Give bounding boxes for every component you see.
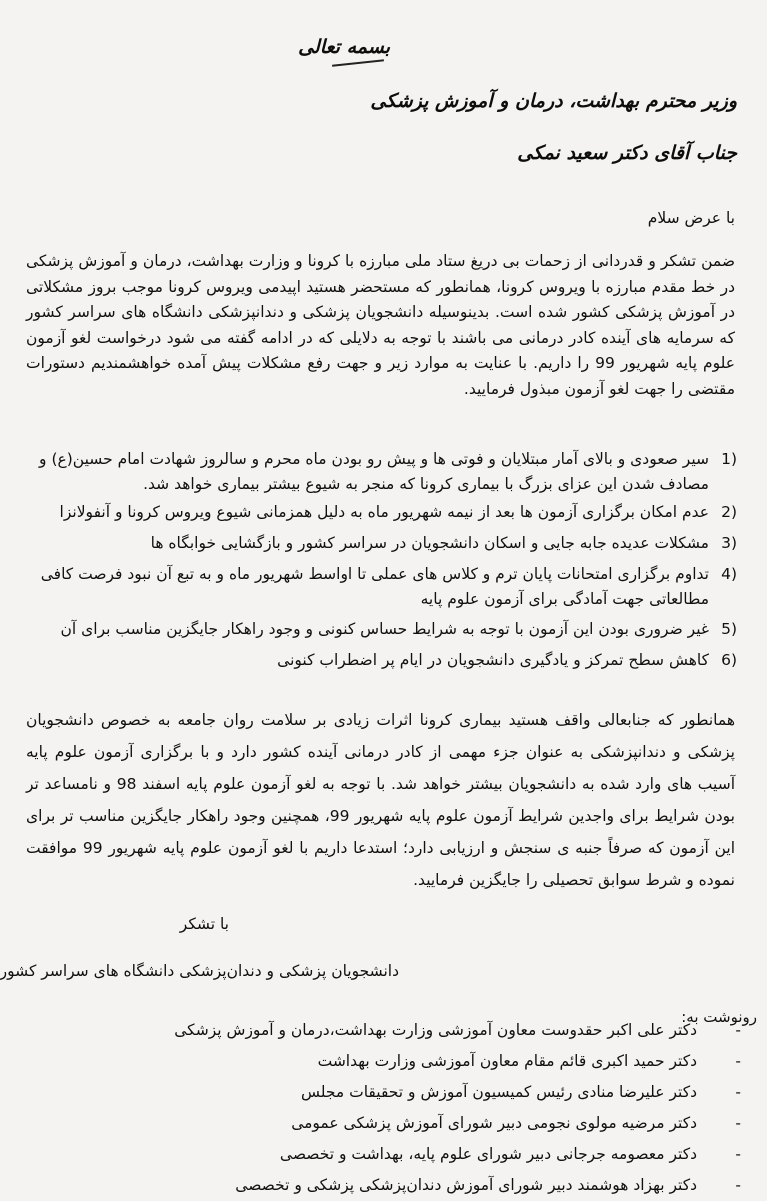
dash-bullet: - bbox=[735, 1083, 741, 1101]
dash-bullet: - bbox=[735, 1114, 741, 1132]
addressee-name: جناب آقای دکتر سعید نمکی bbox=[517, 142, 737, 164]
reason-number: 3) bbox=[721, 534, 737, 552]
bismillah-underline bbox=[332, 59, 384, 66]
dash-bullet: - bbox=[735, 1176, 741, 1194]
cc-recipient-text: دکتر مرضیه مولوی نجومی دبیر شورای آموزش پزشکی عمومی bbox=[291, 1114, 697, 1132]
cc-recipient bbox=[0, 1077, 741, 1108]
reason-number: 6) bbox=[721, 651, 737, 669]
reason-item bbox=[22, 531, 743, 556]
reason-number: 4) bbox=[721, 565, 737, 583]
cc-recipient-text: دکتر بهزاد هوشمند دبیر شورای آموزش دندان‌پزشکی پزشکی و تخصصی bbox=[235, 1176, 697, 1194]
bismillah-heading: بسمه تعالی bbox=[298, 36, 390, 58]
reason-item bbox=[22, 617, 743, 642]
reason-text: غیر ضروری بودن این آزمون با توجه به شرایط حساس کنونی و وجود راهکار جایگزین مناسب برای آن bbox=[60, 620, 709, 638]
closing-paragraph: همانطور که جنابعالی واقف هستید بیماری کرونا اثرات زیادی بر سلامت روان جامعه به خصوص دانشجویان پزشکی و دندانپزشکی به عنوان جزء مهمی از کادر درمانی آینده کشور دارد و با برگزاری آزمون علوم پایه آسیب های وارد شده به دانشجویان بیشتر خواهد شد. با توجه به لغو آزمون علوم پایه اسفند 98 و نامساعد تر بودن شرایط برای واجدین شرایط آزمون علوم پایه شهریور 99، همچنین وجود راهکار جایگزین مناسب تر برای این آزمون که صرفاً جنبه ی سنجش و ارزیابی دارد؛ استدعا داریم با لغو آزمون علوم پایه شهریور 99 موافقت نموده و شرط سوابق تحصیلی را جایگزین فرمایید. bbox=[26, 711, 735, 889]
reason-item bbox=[22, 562, 743, 612]
reason-text: سیر صعودی و بالای آمار مبتلایان و فوتی ها و پیش رو بودن ماه محرم و سالروز شهادت امام حسین(ع) و مصادف شدن این عزای بزرگ با بیماری کرونا که منجر به شیوع بیشتر بیماری خواهد شد. bbox=[39, 450, 709, 493]
reason-number: 5) bbox=[721, 620, 737, 638]
reasons-list bbox=[22, 447, 743, 673]
reason-text: مشکلات عدیده جابه جایی و اسکان دانشجویان در سراسر کشور و بازگشایی خوابگاه ها bbox=[150, 534, 709, 552]
cc-heading: رونوشت به: bbox=[681, 1008, 757, 1026]
intro-paragraph: ضمن تشکر و قدردانی از زحمات بی دریغ ستاد ملی مبارزه با کرونا و وزارت بهداشت، درمان و آموزش پزشکی در خط مقدم مبارزه با ویروس کرونا، همانطور که مستحضر هستید اپیدمی ویروس کرونا موجب بروز مشکلاتی در آموزش پزشکی کشور شده است. بدینوسیله دانشجویان پزشکی و دندانپزشکی دانشگاه های سراسر کشور که سرمایه های آینده کادر درمانی می باشند با توجه به دلایلی که در ادامه گفته می شود درخواست لغو آزمون علوم پایه شهریور 99 را داریم. با عنایت به موارد زیر و جهت رفع مشکلات پیش آمده خواهشمندیم دستورات مقتضی را جهت لغو آزمون مبذول فرمایید. bbox=[26, 252, 735, 398]
cc-recipient-text: دکتر علی اکبر حقدوست معاون آموزشی وزارت بهداشت،درمان و آموزش پزشکی bbox=[174, 1021, 697, 1039]
reason-number: 1) bbox=[721, 450, 737, 468]
reason-item bbox=[22, 500, 743, 525]
addressee-title: وزیر محترم بهداشت، درمان و آموزش پزشکی bbox=[370, 90, 737, 112]
reason-item bbox=[22, 447, 743, 497]
cc-recipient-text: دکتر علیرضا منادی رئیس کمیسیون آموزش و تحقیقات مجلس bbox=[300, 1083, 697, 1101]
reason-text: عدم امکان برگزاری آزمون ها بعد از نیمه شهریور ماه به دلیل همزمانی شیوع ویروس کرونا و آنفولانزا bbox=[59, 503, 709, 521]
cc-recipient bbox=[0, 1139, 741, 1170]
cc-list bbox=[0, 1015, 741, 1201]
dash-bullet: - bbox=[735, 1145, 741, 1163]
reason-text: کاهش سطح تمرکز و یادگیری دانشجویان در ایام پر اضطراب کنونی bbox=[277, 651, 709, 669]
dash-bullet: - bbox=[735, 1021, 741, 1039]
cc-recipient-text: دکتر معصومه جرجانی دبیر شورای علوم پایه، بهداشت و تخصصی bbox=[279, 1145, 697, 1163]
cc-recipient bbox=[0, 1108, 741, 1139]
thanks-line: با تشکر bbox=[179, 915, 229, 933]
cc-recipient bbox=[0, 1170, 741, 1201]
cc-recipient-text: دکتر حمید اکبری قائم مقام معاون آموزشی وزارت بهداشت bbox=[317, 1052, 697, 1070]
reason-number: 2) bbox=[721, 503, 737, 521]
signature-line: دانشجویان پزشکی و دندان‌پزشکی دانشگاه های سراسر کشور bbox=[0, 962, 399, 980]
dash-bullet: - bbox=[735, 1052, 741, 1070]
cc-recipient bbox=[0, 1015, 741, 1046]
reason-item bbox=[22, 648, 743, 673]
greeting: با عرض سلام bbox=[647, 209, 735, 227]
reason-text: تداوم برگزاری امتحانات پایان ترم و کلاس های عملی تا اواسط شهریور ماه و به تبع آن نبود فرصت کافی مطالعاتی جهت آمادگی برای آزمون علوم پایه bbox=[40, 565, 709, 608]
cc-recipient bbox=[0, 1046, 741, 1077]
